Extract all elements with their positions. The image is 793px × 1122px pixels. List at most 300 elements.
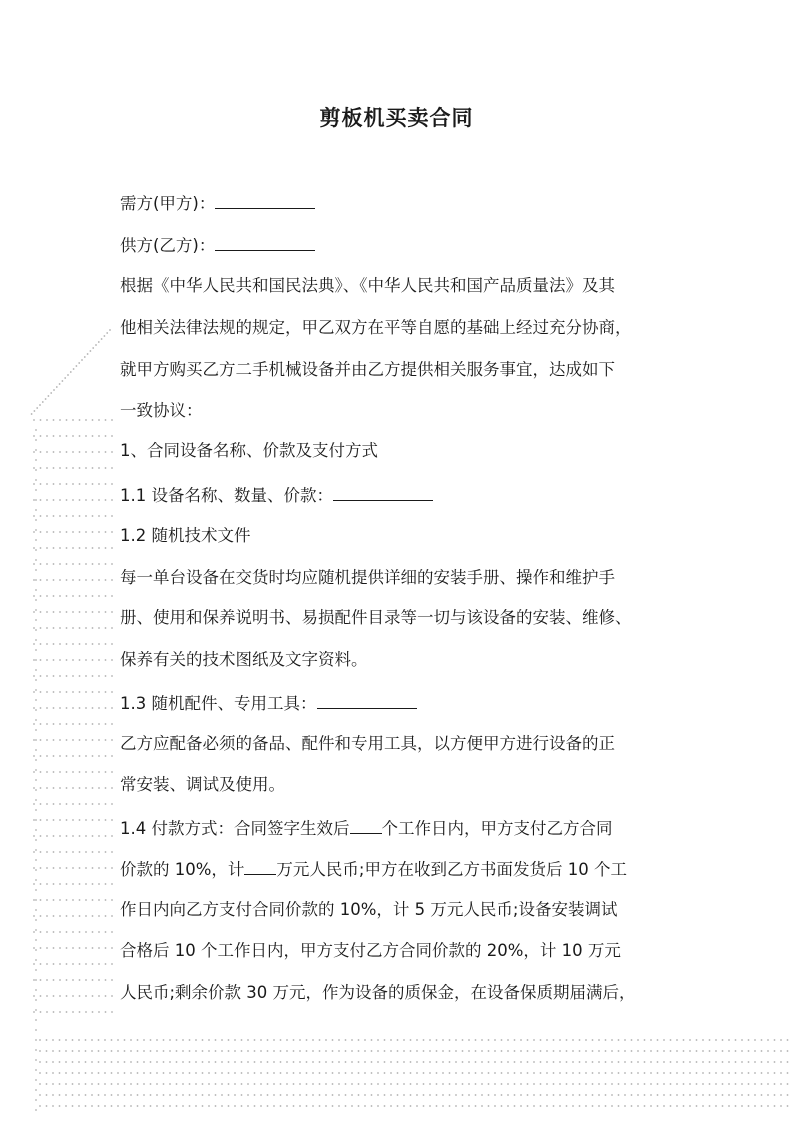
watermark-dot [455,1050,457,1052]
watermark-dot [767,1061,769,1063]
watermark-dot [40,915,42,917]
watermark-dot [319,1083,321,1085]
watermark-dot [105,579,107,581]
watermark-dot [592,1094,594,1096]
watermark-dot [85,851,87,853]
watermark-dot [111,611,113,613]
watermark-dot [46,1061,48,1063]
watermark-dot [35,769,37,771]
watermark-dot [176,1072,178,1074]
watermark-dot [33,979,35,981]
watermark-dot [371,1083,373,1085]
watermark-dot [312,1094,314,1096]
watermark-dot [85,835,87,837]
watermark-dot [494,1039,496,1041]
watermark-dot [35,889,37,891]
watermark-dot [163,1105,165,1107]
watermark-dot [111,707,113,709]
watermark-dot [260,1072,262,1074]
watermark-dot [46,611,48,613]
watermark-dot [92,723,94,725]
watermark-dot [79,835,81,837]
watermark-dot [273,1039,275,1041]
watermark-dot [85,643,87,645]
watermark-dot [53,803,55,805]
watermark-dot [410,1050,412,1052]
watermark-dot [66,851,68,853]
watermark-dot [70,371,72,373]
watermark-dot [754,1094,756,1096]
accessories-blank[interactable] [317,692,417,709]
watermark-dot [397,1061,399,1063]
watermark-dot [66,451,68,453]
watermark-dot [111,483,113,485]
watermark-dot [59,483,61,485]
watermark-dot [105,979,107,981]
watermark-dot [462,1105,464,1107]
watermark-dot [286,1105,288,1107]
watermark-dot [650,1061,652,1063]
watermark-dot [92,899,94,901]
watermark-dot [689,1039,691,1041]
watermark-dot [377,1072,379,1074]
watermark-dot [35,1109,37,1111]
watermark-dot [410,1061,412,1063]
watermark-dot [728,1039,730,1041]
watermark-dot [66,675,68,677]
watermark-dot [59,755,61,757]
watermark-dot [35,449,37,451]
watermark-dot [78,1094,80,1096]
watermark-dot [189,1072,191,1074]
watermark-dot [611,1072,613,1074]
watermark-dot [53,563,55,565]
watermark-dot [163,1083,165,1085]
watermark-dot [85,755,87,757]
watermark-dot [34,410,36,412]
watermark-dot [195,1061,197,1063]
watermark-dot [468,1094,470,1096]
watermark-dot [85,867,87,869]
watermark-dot [53,739,55,741]
watermark-dot [33,627,35,629]
watermark-dot [254,1105,256,1107]
watermark-dot [79,419,81,421]
watermark-dot [85,611,87,613]
watermark-dot [169,1061,171,1063]
watermark-dot [66,659,68,661]
watermark-dot [494,1105,496,1107]
watermark-dot [33,947,35,949]
watermark-dot [650,1072,652,1074]
watermark-dot [546,1039,548,1041]
watermark-dot [46,675,48,677]
watermark-dot [449,1050,451,1052]
watermark-dot [72,1083,74,1085]
watermark-dot [85,1083,87,1085]
watermark-dot [358,1039,360,1041]
watermark-dot [39,1083,41,1085]
watermark-dot [46,595,48,597]
watermark-dot [533,1039,535,1041]
watermark-dot [429,1105,431,1107]
watermark-dot [59,963,61,965]
watermark-dot [66,899,68,901]
watermark-dot [35,589,37,591]
watermark-dot [35,859,37,861]
watermark-dot [111,499,113,501]
watermark-dot [59,515,61,517]
watermark-dot [176,1039,178,1041]
watermark-dot [722,1072,724,1074]
watermark-dot [59,771,61,773]
watermark-dot [40,579,42,581]
watermark-dot [624,1061,626,1063]
watermark-dot [85,995,87,997]
watermark-dot [325,1105,327,1107]
watermark-dot [35,829,37,831]
watermark-dot [53,611,55,613]
watermark-dot [364,1083,366,1085]
watermark-dot [59,1105,61,1107]
watermark-dot [59,1011,61,1013]
watermark-dot [85,563,87,565]
watermark-dot [33,851,35,853]
watermark-dot [273,1050,275,1052]
workdays-blank[interactable] [350,817,382,834]
watermark-dot [92,675,94,677]
watermark-dot [130,1094,132,1096]
watermark-dot [111,1011,113,1013]
watermark-dot [40,627,42,629]
watermark-dot [787,1039,789,1041]
watermark-dot [377,1050,379,1052]
watermark-dot [475,1083,477,1085]
party-b-blank[interactable] [215,234,315,251]
watermark-dot [104,1105,106,1107]
watermark-dot [247,1061,249,1063]
watermark-dot [176,1061,178,1063]
watermark-dot [618,1094,620,1096]
watermark-dot [696,1039,698,1041]
watermark-dot [624,1094,626,1096]
watermark-dot [559,1061,561,1063]
watermark-dot [774,1050,776,1052]
watermark-dot [663,1083,665,1085]
watermark-dot [33,707,35,709]
watermark-dot [754,1105,756,1107]
watermark-dot [98,995,100,997]
watermark-dot [85,899,87,901]
watermark-dot [364,1094,366,1096]
watermark-dot [325,1094,327,1096]
watermark-dot [156,1050,158,1052]
watermark-dot [66,547,68,549]
watermark-dot [754,1039,756,1041]
watermark-dot [35,689,37,691]
watermark-dot [709,1072,711,1074]
watermark-dot [221,1094,223,1096]
watermark-dot [72,547,74,549]
watermark-dot [59,899,61,901]
watermark-dot [715,1083,717,1085]
watermark-dot [553,1072,555,1074]
watermark-dot [390,1094,392,1096]
watermark-dot [234,1094,236,1096]
watermark-dot [53,419,55,421]
watermark-dot [98,1094,100,1096]
watermark-dot [111,627,113,629]
watermark-dot [35,529,37,531]
watermark-dot [46,1105,48,1107]
watermark-dot [754,1061,756,1063]
watermark-dot [683,1072,685,1074]
watermark-dot [585,1050,587,1052]
watermark-dot [358,1083,360,1085]
watermark-dot [663,1039,665,1041]
watermark-dot [40,947,42,949]
watermark-dot [338,1105,340,1107]
watermark-dot [546,1061,548,1063]
watermark-dot [670,1105,672,1107]
watermark-dot [53,547,55,549]
watermark-dot [195,1105,197,1107]
watermark-dot [72,707,74,709]
equipment-blank[interactable] [333,484,433,501]
watermark-dot [319,1072,321,1074]
watermark-dot [449,1039,451,1041]
watermark-dot [59,1039,61,1041]
watermark-dot [774,1039,776,1041]
watermark-dot [111,531,113,533]
watermark-dot [709,1083,711,1085]
watermark-dot [79,963,81,965]
watermark-dot [40,595,42,597]
watermark-dot [79,755,81,757]
watermark-dot [35,699,37,701]
watermark-dot [53,1011,55,1013]
watermark-dot [85,883,87,885]
watermark-dot [371,1061,373,1063]
watermark-dot [494,1072,496,1074]
watermark-dot [735,1072,737,1074]
watermark-dot [90,350,92,352]
watermark-dot [53,483,55,485]
watermark-dot [35,919,37,921]
watermark-dot [787,1050,789,1052]
watermark-dot [98,1011,100,1013]
watermark-dot [46,451,48,453]
watermark-dot [72,723,74,725]
watermark-dot [527,1039,529,1041]
watermark-dot [92,467,94,469]
watermark-dot [182,1050,184,1052]
watermark-dot [72,563,74,565]
watermark-dot [66,483,68,485]
watermark-dot [689,1094,691,1096]
watermark-dot [40,563,42,565]
watermark-dot [85,659,87,661]
watermark-dot [455,1083,457,1085]
watermark-dot [66,563,68,565]
watermark-dot [650,1094,652,1096]
watermark-dot [56,386,58,388]
watermark-dot [273,1105,275,1107]
watermark-dot [657,1039,659,1041]
watermark-dot [105,931,107,933]
watermark-dot [143,1072,145,1074]
watermark-dot [507,1094,509,1096]
watermark-dot [598,1083,600,1085]
watermark-dot [85,771,87,773]
watermark-dot [169,1094,171,1096]
watermark-dot [670,1061,672,1063]
watermark-dot [468,1072,470,1074]
watermark-dot [150,1094,152,1096]
watermark-dot [169,1039,171,1041]
watermark-dot [35,1099,37,1101]
watermark-dot [64,377,66,379]
watermark-dot [40,723,42,725]
watermark-dot [598,1039,600,1041]
watermark-dot [33,915,35,917]
watermark-dot [124,1105,126,1107]
watermark-dot [52,1050,54,1052]
watermark-dot [98,467,100,469]
watermark-dot [33,419,35,421]
watermark-dot [46,419,48,421]
watermark-dot [111,979,113,981]
watermark-dot [592,1061,594,1063]
watermark-dot [53,835,55,837]
watermark-dot [572,1083,574,1085]
watermark-dot [410,1072,412,1074]
watermark-dot [774,1072,776,1074]
watermark-dot [566,1105,568,1107]
watermark-dot [462,1050,464,1052]
watermark-dot [59,627,61,629]
watermark-dot [33,595,35,597]
watermark-dot [338,1061,340,1063]
watermark-dot [66,1011,68,1013]
watermark-dot [35,519,37,521]
watermark-dot [371,1094,373,1096]
watermark-dot [390,1072,392,1074]
watermark-dot [631,1094,633,1096]
watermark-dot [39,1072,41,1074]
watermark-dot [65,1083,67,1085]
watermark-dot [169,1072,171,1074]
watermark-dot [332,1050,334,1052]
watermark-dot [709,1050,711,1052]
watermark-dot [618,1061,620,1063]
watermark-dot [312,1039,314,1041]
watermark-dot [481,1050,483,1052]
watermark-dot [156,1083,158,1085]
watermark-dot [39,1039,41,1041]
watermark-dot [663,1050,665,1052]
watermark-dot [546,1094,548,1096]
watermark-dot [553,1083,555,1085]
watermark-dot [72,883,74,885]
watermark-dot [111,867,113,869]
watermark-dot [208,1105,210,1107]
watermark-dot [33,803,35,805]
watermark-dot [702,1072,704,1074]
watermark-dot [46,771,48,773]
watermark-dot [689,1072,691,1074]
watermark-dot [33,739,35,741]
watermark-dot [670,1039,672,1041]
watermark-dot [46,851,48,853]
watermark-dot [754,1072,756,1074]
watermark-dot [53,915,55,917]
preamble-line: 他相关法律法规的规定，甲乙双方在平等自愿的基础上经过充分协商， [120,318,632,337]
watermark-dot [384,1094,386,1096]
watermark-dot [111,739,113,741]
watermark-dot [35,899,37,901]
watermark-dot [36,407,38,409]
watermark-dot [598,1094,600,1096]
watermark-dot [53,899,55,901]
watermark-dot [105,707,107,709]
watermark-dot [59,1083,61,1085]
watermark-dot [280,1072,282,1074]
watermark-dot [202,1039,204,1041]
watermark-dot [299,1050,301,1052]
party-a-blank[interactable] [215,192,315,209]
watermark-dot [111,451,113,453]
watermark-dot [111,947,113,949]
watermark-dot [650,1105,652,1107]
watermark-dot [72,755,74,757]
watermark-dot [39,1050,41,1052]
watermark-dot [533,1105,535,1107]
watermark-dot [111,675,113,677]
watermark-dot [40,771,42,773]
watermark-dot [33,835,35,837]
watermark-dot [605,1094,607,1096]
watermark-dot [520,1105,522,1107]
watermark-dot [410,1105,412,1107]
watermark-dot [540,1072,542,1074]
watermark-dot [79,883,81,885]
watermark-dot [585,1094,587,1096]
watermark-dot [65,1072,67,1074]
watermark-dot [91,1072,93,1074]
watermark-dot [527,1072,529,1074]
watermark-dot [787,1061,789,1063]
watermark-dot [98,739,100,741]
watermark-dot [130,1105,132,1107]
watermark-dot [299,1061,301,1063]
watermark-dot [111,595,113,597]
party-b-label: 供方(乙方)： [120,236,216,255]
watermark-dot [35,709,37,711]
amount-blank[interactable] [244,858,276,875]
watermark-dot [442,1083,444,1085]
party-b-line [120,234,680,256]
watermark-dot [436,1061,438,1063]
watermark-dot [98,499,100,501]
watermark-dot [221,1105,223,1107]
watermark-dot [35,779,37,781]
watermark-dot [208,1039,210,1041]
watermark-dot [117,1083,119,1085]
watermark-dot [46,979,48,981]
watermark-dot [105,515,107,517]
watermark-dot [683,1105,685,1107]
